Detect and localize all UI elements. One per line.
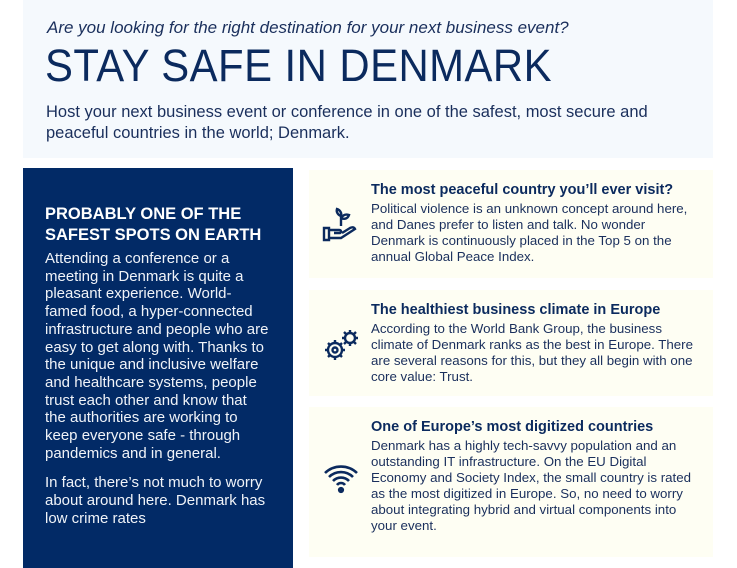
hero-section	[23, 0, 713, 158]
hero-kicker: Are you looking for the right destination for your next business event?	[47, 18, 569, 37]
card-body: According to the World Bank Group, the business climate of Denmark ranks as the best in Europe. There are several reasons for this, but they all begin with one core value: Trust.	[371, 321, 693, 384]
wifi-icon	[321, 457, 361, 497]
panel-paragraph: In fact, there’s not much to worry about around here. Denmark has low crime rates	[45, 474, 266, 527]
card-peaceful	[309, 170, 713, 278]
safety-panel	[23, 168, 293, 568]
card-title: One of Europe’s most digitized countries	[371, 419, 654, 435]
card-title: The healthiest business climate in Europe	[371, 302, 661, 318]
panel-heading: PROBABLY ONE OF THE SAFEST SPOTS ON EARTH	[45, 205, 262, 244]
page-title: STAY SAFE IN DENMARK	[45, 40, 552, 91]
card-digital	[309, 407, 713, 557]
card-body: Political violence is an unknown concept around here, and Danes prefer to listen and talk. No wonder Denmark is continuously placed in the Top 5 on the annual Global Peace Index.	[371, 201, 688, 264]
card-business	[309, 290, 713, 396]
card-body: Denmark has a highly tech-savvy population and an outstanding IT infrastructure. On the EU Digital Economy and Society Index, the small country is rated as the most digitized in Europe. So, no need to worry about integrating hybrid and virtual components into your event.	[371, 438, 692, 533]
gears-icon	[321, 326, 361, 366]
hero-subtitle: Host your next business event or conference in one of the safest, most secure and peaceful countries in the world; Denmark.	[46, 103, 648, 142]
panel-paragraph: Attending a conference or a meeting in Denmark is quite a pleasant experience. World-famed food, a hyper-connected infrastructure and people who are easy to get along with. Thanks to the unique and inclusive welfare and healthcare systems, people trust each other and know that the authorities are working to keep everyone safe - through pandemics and in general.	[45, 250, 269, 462]
card-title: The most peaceful country you’ll ever visit?	[371, 182, 674, 198]
hand-plant-icon	[321, 204, 361, 244]
